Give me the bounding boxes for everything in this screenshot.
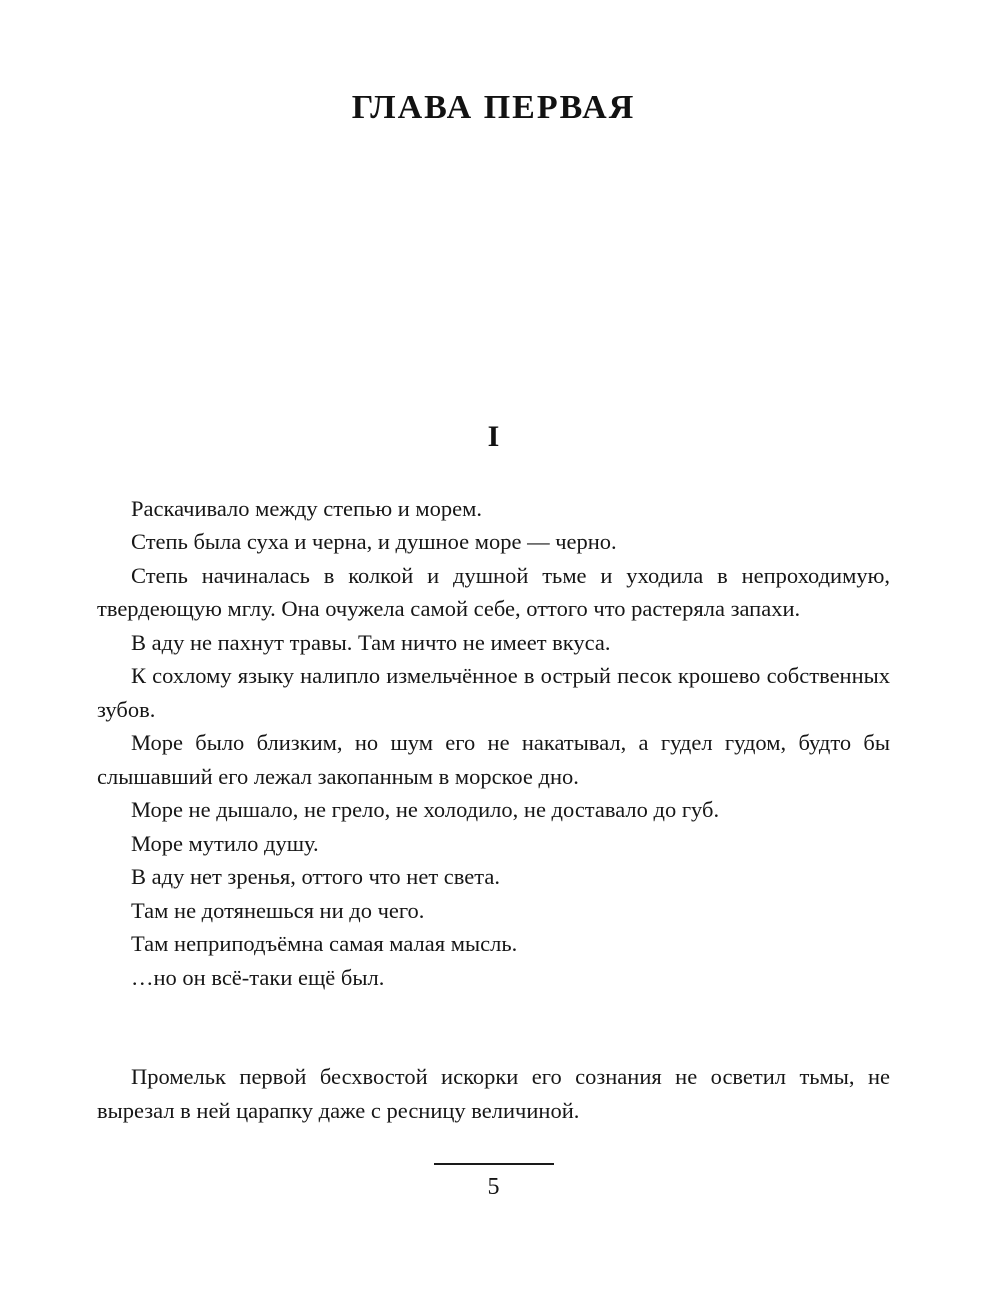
paragraph: Там неприподъёмна самая малая мысль. <box>131 931 518 957</box>
paragraph: В аду нет зренья, оттого что нет света. <box>131 864 500 890</box>
paragraph: Степь была суха и черна, и душное море — черно. <box>131 529 617 555</box>
paragraph: К сохлому языку налипло измельчённое в острый песок крошево собственных зубов. <box>97 663 890 722</box>
paragraph: Там не дотянешься ни до чего. <box>131 897 425 923</box>
paragraph: …но он всё-таки ещё был. <box>131 964 385 990</box>
paragraph: Море мутило душу. <box>131 830 319 856</box>
chapter-title: ГЛАВА ПЕРВАЯ <box>351 89 636 126</box>
section-number: I <box>487 419 500 453</box>
page-number: 5 <box>487 1174 500 1201</box>
paragraph: В аду не пахнут травы. Там ничто не имеет вкуса. <box>131 629 611 655</box>
paragraph: Промельк первой бесхвостой искорки его сознания не осветил тьмы, не вырезал в ней царапку даже с ресницу величиной. <box>97 1064 890 1123</box>
body-text <box>97 492 890 1128</box>
paragraph: Степь начиналась в колкой и душной тьме и уходила в непроходимую, твердеющую мглу. Она очужела самой себе, оттого что растеряла запахи. <box>97 562 890 622</box>
paragraph: Море было близким, но шум его не накатывал, а гудел гудом, будто бы слышавший его лежал закопанным в морское дно. <box>97 730 890 789</box>
paragraph: Раскачивало между степью и морем. <box>131 495 483 521</box>
paragraph: Море не дышало, не грело, не холодило, не доставало до губ. <box>131 797 720 823</box>
section-divider <box>434 1163 554 1165</box>
